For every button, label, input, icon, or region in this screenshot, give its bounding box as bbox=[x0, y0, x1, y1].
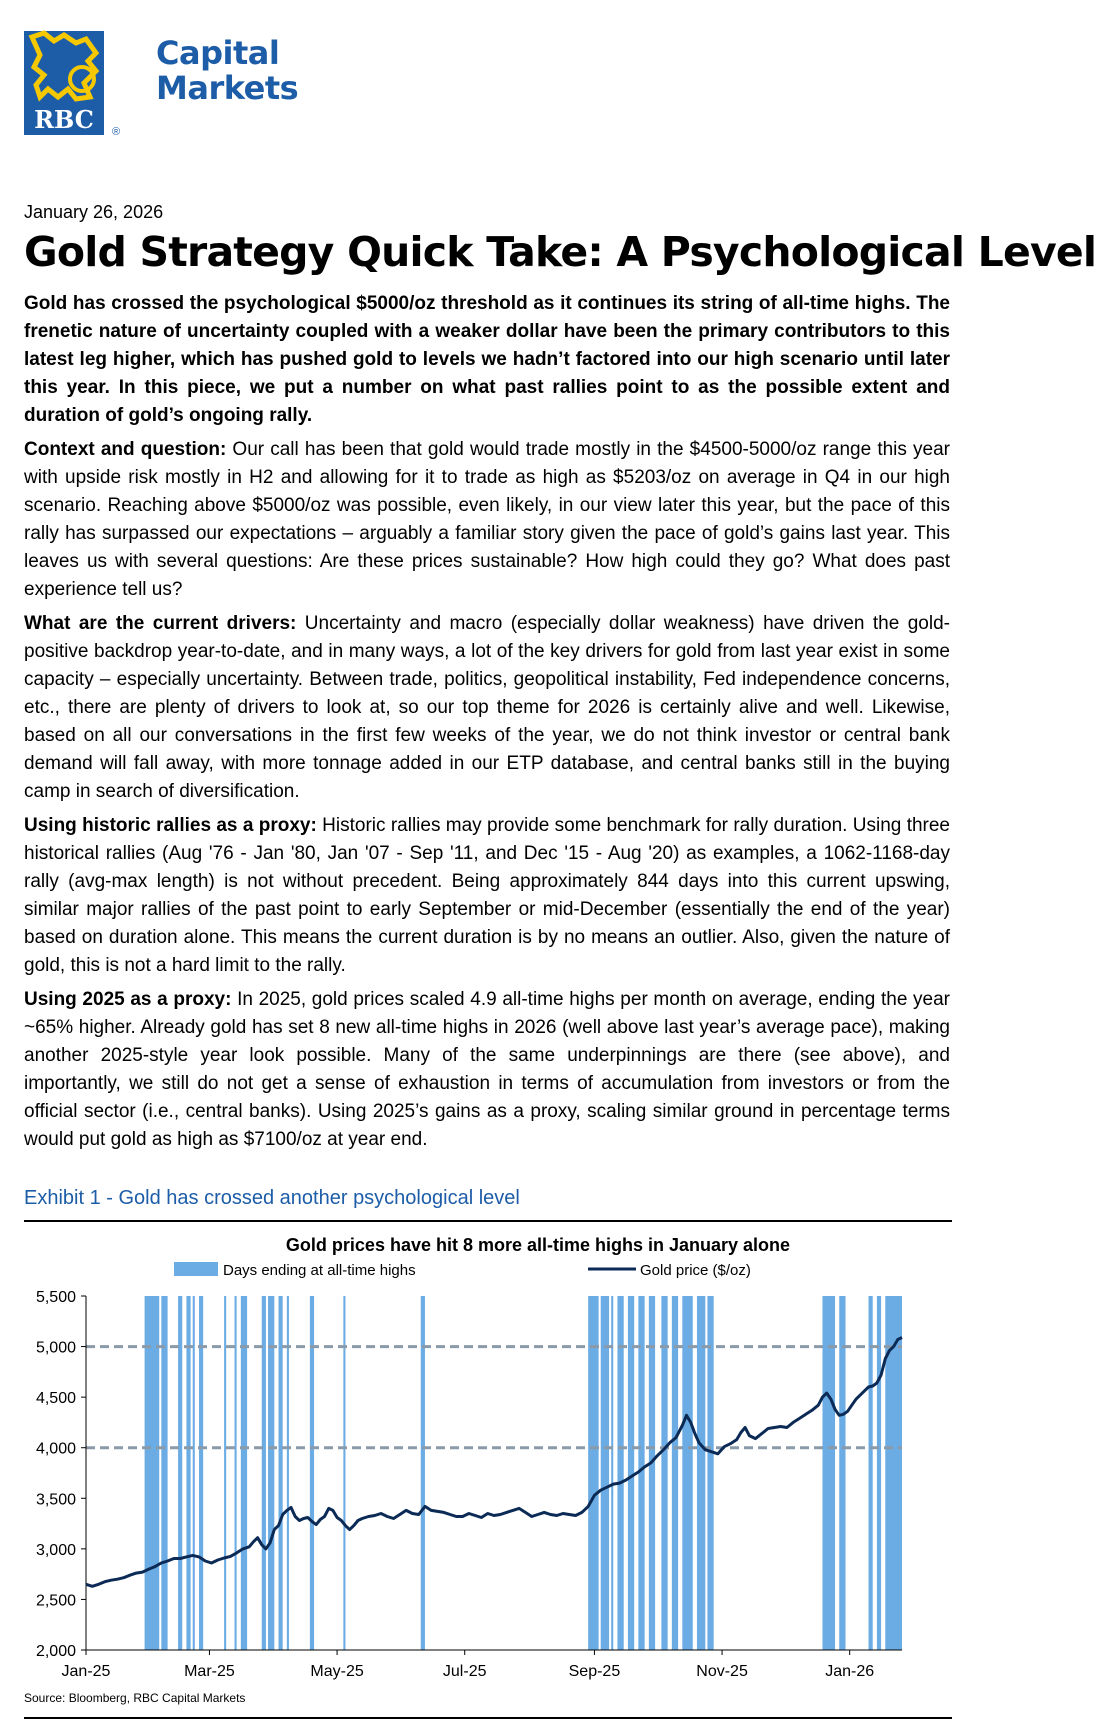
ath-bar bbox=[310, 1296, 314, 1650]
ath-bar bbox=[262, 1296, 266, 1650]
exhibit-bottom-rule bbox=[24, 1717, 952, 1719]
section-drivers bbox=[24, 610, 950, 806]
gold-price-chart bbox=[0, 1228, 968, 1708]
brand-line-2: Markets bbox=[156, 69, 299, 107]
report-body bbox=[24, 290, 950, 1160]
report-title: Gold Strategy Quick Take: A Psychological Level bbox=[24, 228, 1096, 276]
legend-bar-swatch bbox=[174, 1262, 218, 1276]
exhibit-title: Exhibit 1 - Gold has crossed another psychological level bbox=[24, 1187, 520, 1209]
x-tick-label: May-25 bbox=[310, 1663, 364, 1680]
ath-bar bbox=[193, 1296, 195, 1650]
ath-bar bbox=[186, 1296, 190, 1650]
ath-bar bbox=[224, 1296, 226, 1650]
ath-bar bbox=[697, 1296, 705, 1650]
gold-price-series bbox=[86, 1338, 902, 1587]
ath-bar bbox=[839, 1296, 845, 1650]
y-tick-label: 2,500 bbox=[35, 1592, 76, 1610]
ath-bar bbox=[617, 1296, 623, 1650]
section-2025-heading: Using 2025 as a proxy: bbox=[24, 989, 232, 1010]
ath-bar bbox=[822, 1296, 835, 1650]
ath-bar bbox=[672, 1296, 678, 1650]
lead-paragraph: Gold has crossed the psychological $5000/oz threshold as it continues its string of all-time highs. The frenetic nature of uncertainty coupled with a weaker dollar have been the primary contributors to this latest leg higher, which has pushed gold to levels we hadn’t factored into our high scenario until later this year. In this piece, we put a number on what past rallies point to as the possible extent and duration of gold’s ongoing rally. bbox=[24, 293, 950, 426]
section-historic-text: Historic rallies may provide some benchmark for rally duration. Using three historical rallies (Aug '76 - Jan '80, Jan '07 - Sep '11, and Dec '15 - Aug '20) as examples, a 1062-1168-day rally (avg-max length) is not without precedent. Being approximately 844 days into this current upswing, similar major rallies of the past point to early September or mid-December (essentially the end of the year) based on duration alone. This means the current duration is by no means an outlier. Also, given the nature of gold, this is not a hard limit to the rally. bbox=[24, 815, 950, 976]
section-historic-heading: Using historic rallies as a proxy: bbox=[24, 815, 317, 836]
ath-bar bbox=[161, 1296, 167, 1650]
ath-bar bbox=[421, 1296, 425, 1650]
section-context-text: Our call has been that gold would trade mostly in the $4500-5000/oz range this year with upside risk mostly in H2 and allowing for it to trade as high as $5203/oz on average in Q4 in our high scenario. Reaching above $5000/oz was possible, even likely, in our view later this year, but the pace of this rally has surpassed our expectations – arguably a familiar story given the pace of gold’s gains last year. This leaves us with several questions: Are these prices sustainable? How high could they go? What does past experience tell us? bbox=[24, 439, 950, 600]
section-drivers-heading: What are the current drivers: bbox=[24, 613, 297, 634]
chart-legend bbox=[174, 1262, 751, 1279]
ath-bar bbox=[601, 1296, 609, 1650]
section-2025 bbox=[24, 986, 950, 1154]
x-tick-label: Sep-25 bbox=[568, 1663, 621, 1680]
chart-title: Gold prices have hit 8 more all-time highs in January alone bbox=[285, 1235, 791, 1255]
legend-bar-label: Days ending at all-time highs bbox=[223, 1262, 416, 1279]
ath-bar bbox=[877, 1296, 881, 1650]
y-tick-label: 3,500 bbox=[35, 1491, 76, 1509]
y-tick-label: 2,000 bbox=[35, 1643, 76, 1660]
ath-bar bbox=[145, 1296, 160, 1650]
report-date: January 26, 2026 bbox=[24, 202, 164, 222]
reference-lines bbox=[86, 1347, 902, 1448]
y-tick-label: 5,000 bbox=[35, 1339, 76, 1357]
y-tick-label: 5,500 bbox=[35, 1289, 76, 1306]
gold-price-line bbox=[86, 1338, 902, 1587]
ath-bar bbox=[278, 1296, 282, 1650]
x-tick-label: Jan-26 bbox=[825, 1663, 875, 1680]
chart-source: Source: Bloomberg, RBC Capital Markets bbox=[24, 1691, 246, 1705]
registered-mark: ® bbox=[111, 126, 121, 138]
exhibit-top-rule bbox=[24, 1220, 952, 1222]
section-context-heading: Context and question: bbox=[24, 439, 227, 460]
y-tick-label: 3,000 bbox=[35, 1541, 76, 1559]
ath-bar bbox=[241, 1296, 247, 1650]
x-tick-label: Mar-25 bbox=[184, 1663, 235, 1680]
section-drivers-text: Uncertainty and macro (especially dollar weakness) have driven the gold-positive backdrop year-to-date, and in many ways, a lot of the key drivers for gold from last year exist in some capacity – especially uncertainty. Between trade, politics, geopolitical instability, Fed independence concerns, etc., there are plenty of drivers to look at, so our top theme for 2026 is certainly alive and well. Likewise, based on all our conversations in the first few weeks of the year, we do not think investor or central bank demand will fall away, with more tonnage added in our ETP database, and central banks still in the buying camp in search of diversification. bbox=[24, 613, 950, 802]
y-tick-label: 4,000 bbox=[35, 1440, 76, 1458]
section-historic bbox=[24, 812, 950, 980]
y-tick-label: 4,500 bbox=[35, 1390, 76, 1408]
ath-bar bbox=[869, 1296, 873, 1650]
x-tick-label: Jan-25 bbox=[61, 1663, 111, 1680]
ath-bar bbox=[707, 1296, 713, 1650]
ath-bar bbox=[649, 1296, 655, 1650]
rbc-lion-logo bbox=[24, 31, 127, 151]
section-context bbox=[24, 436, 950, 604]
ath-bar bbox=[682, 1296, 692, 1650]
logo-text: RBC bbox=[34, 105, 94, 134]
ath-bar bbox=[885, 1296, 902, 1650]
section-2025-text: In 2025, gold prices scaled 4.9 all-time highs per month on average, ending the year ~65% higher. Already gold has set 8 new all-time highs in 2026 (well above last year’s average pace), making another 2025-style year look possible. Many of the same underpinnings are there (see above), and importantly, we still do not get a sense of exhaustion in terms of accumulation from investors or from the official sector (i.e., central banks). Using 2025’s gains as a proxy, scaling similar ground in percentage terms would put gold as high as $7100/oz at year end. bbox=[24, 989, 950, 1150]
ath-bar bbox=[235, 1296, 237, 1650]
legend-line-label: Gold price ($/oz) bbox=[640, 1262, 751, 1279]
ath-bars bbox=[145, 1296, 902, 1650]
ath-bar bbox=[287, 1296, 289, 1650]
ath-bar bbox=[178, 1296, 182, 1650]
ath-bar bbox=[611, 1296, 613, 1650]
ath-bar bbox=[343, 1296, 345, 1650]
brand-wordmark bbox=[156, 36, 298, 106]
ath-bar bbox=[199, 1296, 203, 1650]
x-tick-label: Jul-25 bbox=[442, 1663, 487, 1680]
chart-canvas bbox=[0, 1228, 968, 1708]
x-tick-label: Nov-25 bbox=[696, 1663, 748, 1680]
ath-bar bbox=[661, 1296, 667, 1650]
ath-bar bbox=[628, 1296, 634, 1650]
brand-line-1: Capital bbox=[156, 34, 280, 72]
ath-bar bbox=[588, 1296, 598, 1650]
ath-bar bbox=[268, 1296, 274, 1650]
